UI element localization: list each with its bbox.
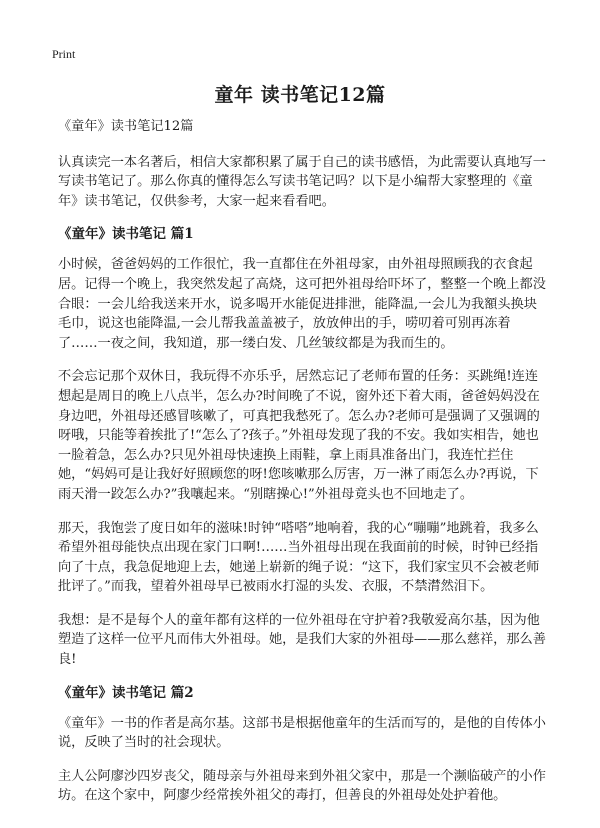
section-heading-2: 《童年》读书笔记 篇2 xyxy=(58,684,194,701)
document-subtitle: 《童年》读书笔记12篇 xyxy=(58,119,194,134)
section-1-paragraph: 那天，我饱尝了度日如年的滋味!时钟“嗒嗒”地响着，我的心“嘣嘣”地跳着，我多么希望外祖母能快点出现在家门口啊!……当外祖母出现在我面前的时候，时钟已经指向了十点，我急促地迎上去，她递上崭新的绳子说：“这下，我们家宝贝不会被老师批评了。”而我，望着外祖母早已被雨水打湿的头发、衣服，不禁潸然泪下。 xyxy=(58,520,540,595)
document-body xyxy=(58,117,550,820)
section-1-paragraph: 我想：是不是每个人的童年都有这样的一位外祖母在守护着?我敬爱高尔基，因为他塑造了这样一位平凡而伟大外祖母。她，是我们大家的外祖母——那么慈祥，那么善良! xyxy=(58,612,546,668)
section-heading-1: 《童年》读书笔记 篇1 xyxy=(58,226,194,243)
section-1-paragraph: 不会忘记那个双休日，我玩得不亦乐乎，居然忘记了老师布置的任务：买跳绳!连连想起是周日的晚上八点半，怎么办?时间晚了不说，窗外还下着大雨，爸爸妈妈没在身边吧，外祖母还感冒咳嗽了，可真把我愁死了。怎么办?老师可是强调了又强调的呀哦，只能等着挨批了!“怎么了?孩子。”外祖母发现了我的不安。我如实相告，她也一脸着急，怎么办?只见外祖母快速换上雨鞋，拿上雨具准备出门，我连忙拦住她，“妈妈可是让我好好照顾您的呀!您咳嗽那么厉害，万一淋了雨怎么办?再说，下雨天滑一跤怎么办?”我嚷起来。“别瞎操心!”外祖母竟头也不回地走了。 xyxy=(58,369,540,502)
print-link[interactable]: Print xyxy=(52,47,76,61)
section-1-paragraph: 小时候，爸爸妈妈的工作很忙，我一直都住在外祖母家，由外祖母照顾我的衣食起居。记得一个晚上，我突然发起了高烧，这可把外祖母给吓坏了，整整一个晚上都没合眼：一会儿给我送来开水，说多喝开水能促进排泄，能降温,一会儿为我額头换块毛巾，说这也能降温,一会儿帮我盖盖被子，放放伸出的手，唠叨着可别再冻着了……一夜之间，我知道，那一缕白发、几丝皱纹都是为我而生的。 xyxy=(58,257,546,351)
section-2-paragraph: 主人公阿廖沙四岁丧父，随母亲与外祖母来到外祖父家中，那是一个濒临破产的小作坊。在这个家中，阿廖少经常挨外祖父的毒打，但善良的外祖母处处护着他。 xyxy=(58,768,546,804)
intro-paragraph: 认真读完一本名著后，相信大家都积累了属于自己的读书感悟，为此需要认真地写一写读书笔记了。那么你真的懂得怎么写读书笔记吗？以下是小编帮大家整理的《童年》读书笔记，仅供参考，大家一起来看看吧。 xyxy=(58,154,546,209)
section-2-paragraph: 《童年》一书的作者是高尔基。这部书是根据他童年的生活而写的，是他的自传体小说，反映了当时的社会现状。 xyxy=(58,715,546,751)
document-title: 童年 读书笔记12篇 xyxy=(214,84,386,106)
